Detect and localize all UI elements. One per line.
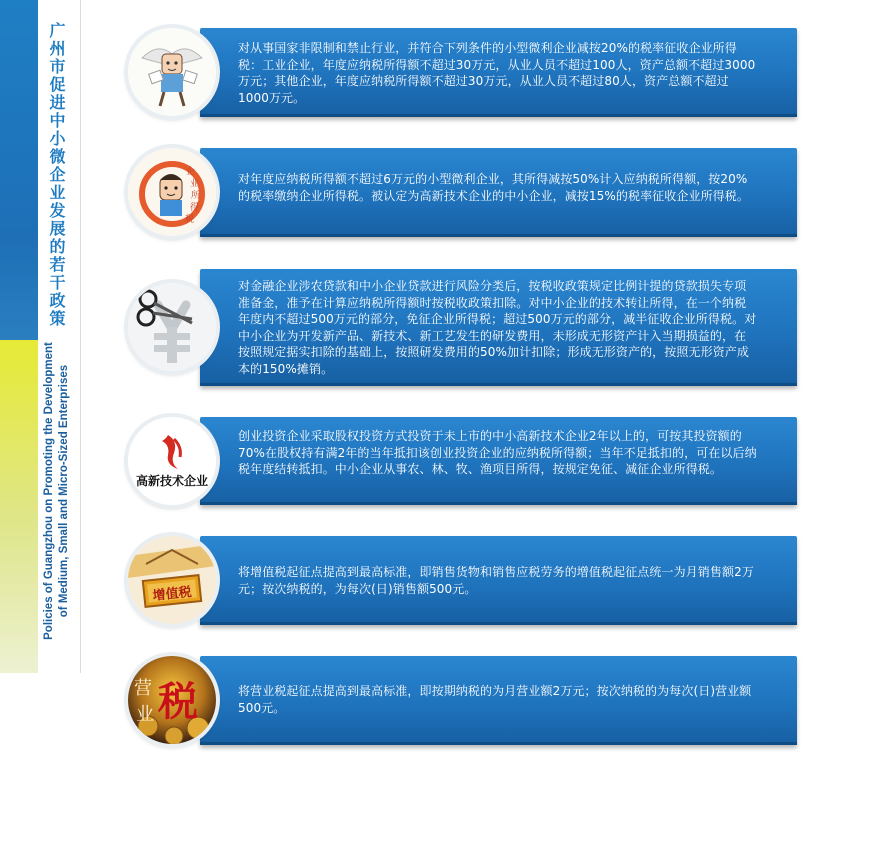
policy-card-3 — [200, 269, 797, 386]
enterprise-income-tax-icon — [128, 148, 216, 236]
sidebar-title-en — [42, 330, 78, 652]
sidebar-blue-strip — [0, 0, 38, 340]
high-tech-enterprise-logo-icon — [128, 417, 216, 505]
policy-card-2 — [200, 148, 797, 237]
policy-text-4: 创业投资企业采取股权投资方式投资于未上市的中小高新技术企业2年以上的，可按其投资额的70%在股权持有满2年的当年抵扣该创业投资企业的应纳税所得额；当年不足抵扣的，可在以后纳税年度结转抵扣。中小企业从事农、林、牧、渔项目所得，按规定免征、减征企业所得税。 — [238, 429, 757, 476]
business-tax-icon — [128, 656, 216, 744]
policy-card-6 — [200, 656, 797, 745]
icon-text-enterprise-3: 所 — [191, 191, 201, 201]
icon-text-enterprise-1: 企 — [186, 167, 196, 177]
policy-text-1: 对从事国家非限制和禁止行业，并符合下列条件的小型微利企业减按20%的税率征收企业所得税：工业企业，年度应纳税所得额不超过30万元，从业人员不超过100人，资产总额不超过3000万元；其他企业，年度应纳税所得额不超过30万元，从业人员不超过80人，资产总额不超过1000万元。 — [238, 41, 756, 105]
business-tax-text-ye: 业 — [136, 704, 154, 725]
business-tax-text-ying: 营 — [134, 678, 152, 699]
sidebar-yellow-strip — [0, 340, 38, 673]
vat-sign-icon — [128, 536, 216, 624]
policy-text-3: 对金融企业涉农贷款和中小企业贷款进行风险分类后，按税收政策规定比例计提的贷款损失专项准备金，准予在计算应纳税所得额时按税收政策扣除。对中小企业的技术转让所得，在一个纳税年度内不超过500万元的部分，免征企业所得税；超过500万元的部分，减半征收企业所得税。对中小企业为开发新产品、新技术、新工艺发生的研发费用，未形成无形资产计入当期损益的，在按照规定据实扣除的基础上，按照研发费用的50%加计扣除；形成无形资产的，按照无形资产成本的150%摊销。 — [238, 279, 757, 376]
sidebar-title-en-line1: Policies of Guangzhou on Promoting the Development — [43, 342, 55, 640]
vat-sign-text: 增值税 — [152, 584, 193, 604]
icon-text-enterprise-5: 税 — [185, 215, 195, 225]
icon-text-enterprise-2: 业 — [190, 179, 200, 189]
high-tech-logo-text: 高新技术企业 — [135, 474, 208, 488]
icon-text-enterprise-4: 得 — [190, 203, 200, 213]
tax-form-cartoon-icon — [128, 28, 216, 116]
policy-text-2: 对年度应纳税所得额不超过6万元的小型微利企业，其所得减按50%计入应纳税所得额，按20%的税率缴纳企业所得税。被认定为高新技术企业的中小企业，减按15%的税率征收企业所得税。 — [238, 172, 749, 203]
policy-card-1 — [200, 28, 797, 117]
sidebar-banner — [0, 0, 81, 673]
business-tax-text-shui: 税 — [158, 678, 198, 725]
policy-card-5 — [200, 536, 797, 625]
policy-text-6: 将营业税起征点提高到最高标准，即按期纳税的为月营业额2万元；按次纳税的为每次(日)营业额500元。 — [238, 684, 752, 715]
sidebar-title-en-line2: of Medium, Small and Micro-Sized Enterprises — [58, 364, 70, 618]
sidebar-title-cn: 广州市促进中小微企业发展的若干政策 — [47, 22, 66, 328]
scissors-yuan-icon — [128, 283, 216, 371]
policy-text-5: 将增值税起征点提高到最高标准，即销售货物和销售应税劳务的增值税起征点统一为月销售额2万元；按次纳税的，为每次(日)销售额500元。 — [238, 565, 754, 596]
policy-card-4 — [200, 417, 797, 505]
